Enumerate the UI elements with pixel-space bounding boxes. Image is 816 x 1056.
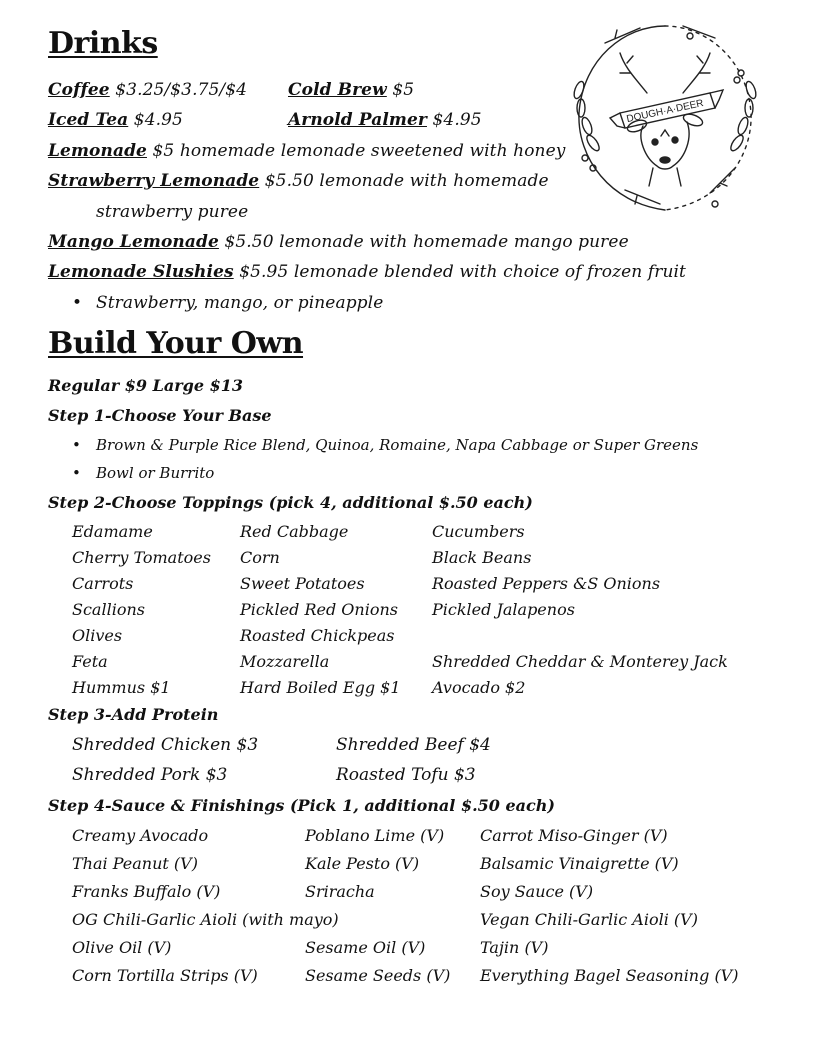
lemonade-slushies-desc: $5.95 lemonade blended with choice of frozen fruit — [239, 262, 686, 282]
cold-brew-price: $5 — [392, 80, 415, 100]
protein-item: Roasted Tofu $3 — [336, 765, 476, 785]
mango-lemonade-desc: $5.50 lemonade with homemade mango puree — [224, 232, 629, 252]
lemonade-slushies-line — [48, 262, 686, 282]
strawberry-lemonade-desc: $5.50 lemonade with homemade — [264, 171, 549, 191]
sauce-item: Olive Oil (V) — [72, 938, 172, 957]
topping-item: Feta — [72, 652, 108, 671]
strawberry-lemonade-desc-cont: strawberry puree — [96, 202, 249, 222]
topping-item: Olives — [72, 626, 123, 645]
sauce-item: Everything Bagel Seasoning (V) — [480, 966, 739, 985]
sauce-item: Thai Peanut (V) — [72, 854, 198, 873]
sauce-item: Sesame Seeds (V) — [305, 966, 451, 985]
topping-item: Edamame — [72, 522, 153, 541]
topping-item: Roasted Chickpeas — [240, 626, 395, 645]
bullet-icon: • — [72, 464, 81, 482]
mango-lemonade-name: Mango Lemonade — [48, 232, 219, 252]
step1-title: Step 1-Choose Your Base — [48, 406, 272, 425]
mango-lemonade-line — [48, 232, 629, 252]
sauce-item: Tajin (V) — [480, 938, 549, 957]
slushie-options-text: Strawberry, mango, or pineapple — [96, 293, 384, 313]
coffee-name: Coffee — [48, 80, 110, 100]
topping-item: Cucumbers — [432, 522, 525, 541]
sauce-item: Corn Tortilla Strips (V) — [72, 966, 258, 985]
coffee-price: $3.25/$3.75/$4 — [115, 80, 248, 100]
step1-bullet — [72, 464, 214, 482]
step1-bullet — [72, 436, 698, 454]
iced-tea-line — [48, 110, 183, 130]
step2-title: Step 2-Choose Toppings (pick 4, additional $.50 each) — [48, 493, 533, 512]
byo-sizes: Regular $9 Large $13 — [48, 376, 243, 395]
step1-bullet-text: Brown & Purple Rice Blend, Quinoa, Romaine, Napa Cabbage or Super Greens — [96, 436, 699, 454]
strawberry-lemonade-name: Strawberry Lemonade — [48, 171, 260, 191]
topping-item: Pickled Jalapenos — [432, 600, 575, 619]
topping-item: Sweet Potatoes — [240, 574, 365, 593]
topping-item: Avocado $2 — [432, 678, 526, 697]
sauce-item: Kale Pesto (V) — [305, 854, 420, 873]
protein-item: Shredded Pork $3 — [72, 765, 228, 785]
sauce-item: Franks Buffalo (V) — [72, 882, 221, 901]
topping-item: Black Beans — [432, 548, 532, 567]
step1-bullet-text: Bowl or Burrito — [96, 464, 215, 482]
bullet-icon: • — [72, 293, 83, 313]
lemonade-desc: $5 homemade lemonade sweetened with honey — [152, 141, 566, 161]
iced-tea-name: Iced Tea — [48, 110, 129, 130]
logo-banner-text: DOUGH·A·DEER — [625, 97, 705, 126]
sauce-item: OG Chili-Garlic Aioli (with mayo) — [72, 910, 339, 929]
sauce-item: Poblano Lime (V) — [305, 826, 445, 845]
drinks-heading: Drinks — [48, 26, 158, 61]
topping-item: Red Cabbage — [240, 522, 349, 541]
byo-heading: Build Your Own — [48, 326, 304, 361]
step4-title: Step 4-Sauce & Finishings (Pick 1, additional $.50 each) — [48, 796, 555, 815]
cold-brew-line — [288, 80, 414, 100]
lemonade-line — [48, 141, 565, 161]
protein-item: Shredded Beef $4 — [336, 735, 491, 755]
sauce-item: Soy Sauce (V) — [480, 882, 594, 901]
topping-item: Hard Boiled Egg $1 — [240, 678, 401, 697]
sauce-item: Creamy Avocado — [72, 826, 209, 845]
iced-tea-price: $4.95 — [133, 110, 183, 130]
topping-item: Mozzarella — [240, 652, 330, 671]
topping-item: Hummus $1 — [72, 678, 171, 697]
cold-brew-name: Cold Brew — [288, 80, 387, 100]
sauce-item: Sesame Oil (V) — [305, 938, 426, 957]
bullet-icon: • — [72, 436, 81, 454]
sauce-item: Carrot Miso-Ginger (V) — [480, 826, 668, 845]
topping-item: Scallions — [72, 600, 145, 619]
coffee-line — [48, 80, 247, 100]
protein-item: Shredded Chicken $3 — [72, 735, 259, 755]
lemonade-name: Lemonade — [48, 141, 147, 161]
sauce-item: Sriracha — [305, 882, 375, 901]
topping-item: Cherry Tomatoes — [72, 548, 211, 567]
strawberry-lemonade-line — [48, 171, 549, 191]
topping-item: Corn — [240, 548, 280, 567]
deer-logo-icon — [565, 18, 765, 218]
sauce-item: Vegan Chili-Garlic Aioli (V) — [480, 910, 698, 929]
arnold-palmer-price: $4.95 — [432, 110, 482, 130]
topping-item: Roasted Peppers &S Onions — [432, 574, 661, 593]
slushie-options-bullet — [72, 293, 383, 313]
arnold-palmer-name: Arnold Palmer — [288, 110, 427, 130]
topping-item: Pickled Red Onions — [240, 600, 398, 619]
topping-item: Shredded Cheddar & Monterey Jack — [432, 652, 728, 671]
arnold-palmer-line — [288, 110, 482, 130]
sauce-item: Balsamic Vinaigrette (V) — [480, 854, 679, 873]
topping-item: Carrots — [72, 574, 134, 593]
dough-a-deer-logo — [565, 18, 765, 218]
lemonade-slushies-name: Lemonade Slushies — [48, 262, 234, 282]
step3-title: Step 3-Add Protein — [48, 705, 219, 724]
